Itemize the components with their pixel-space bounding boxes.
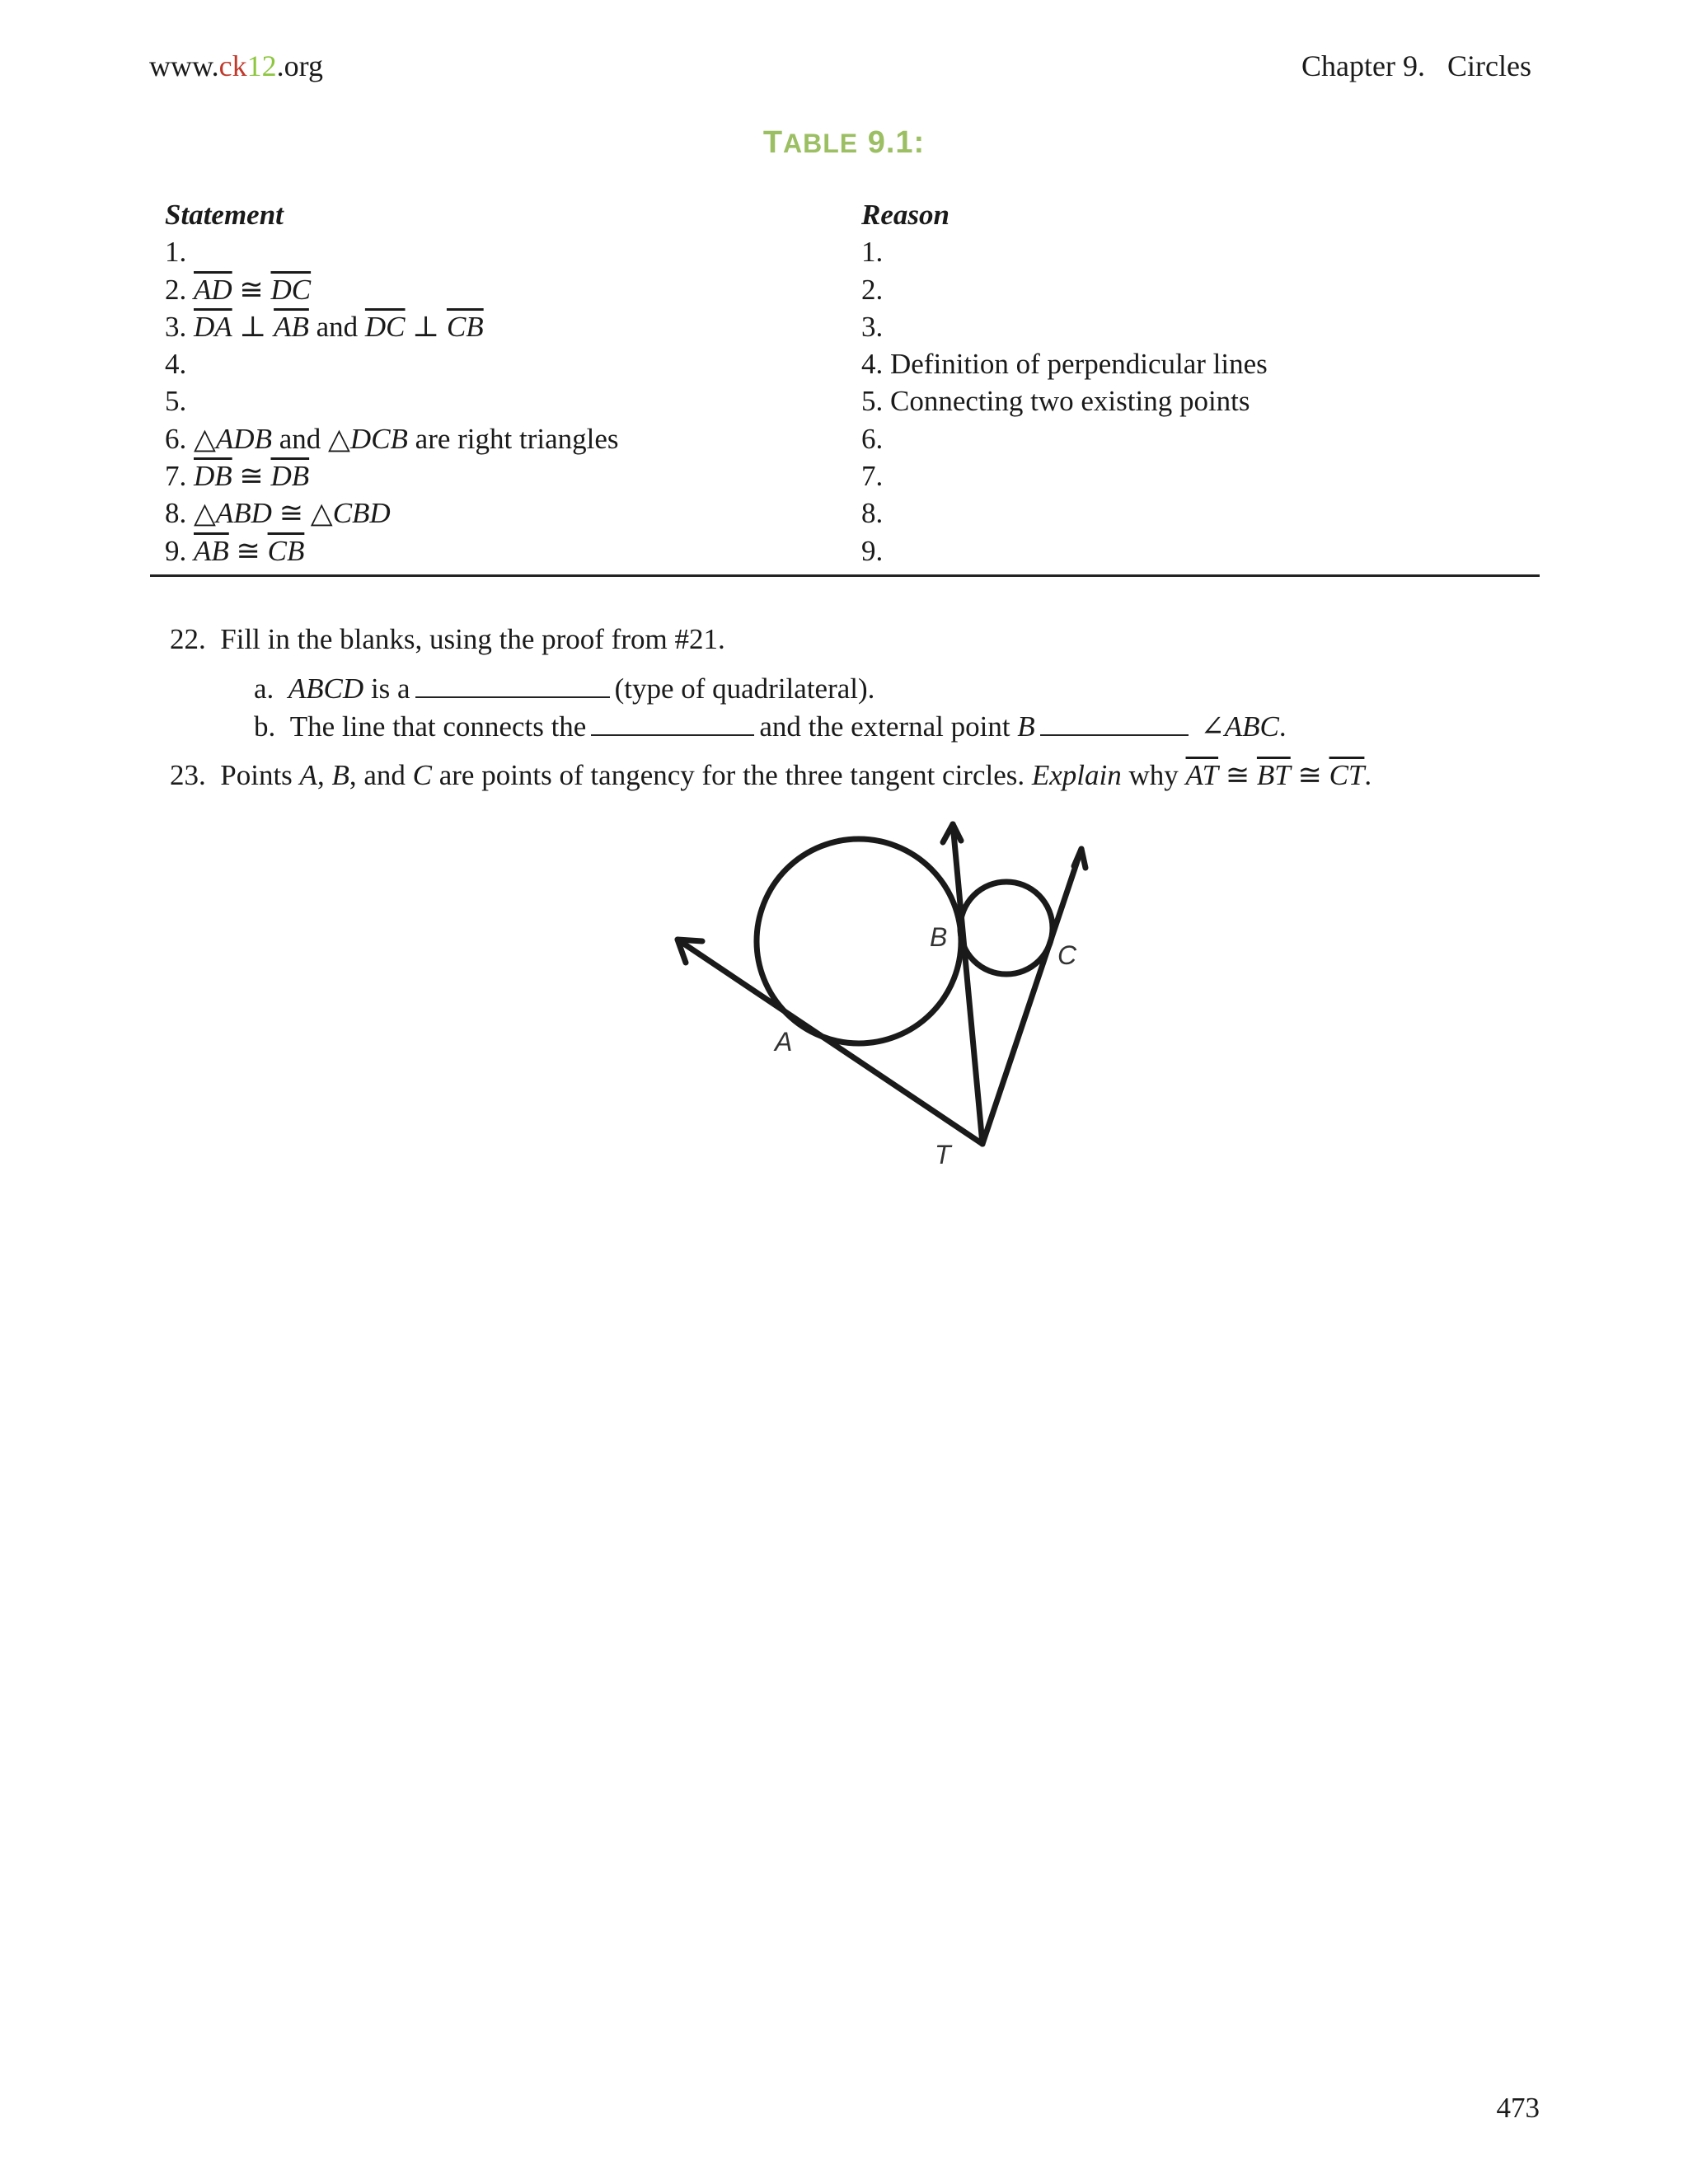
quadrilateral-name: ABCD xyxy=(288,673,364,705)
statement-cell xyxy=(150,308,861,345)
statement-cell xyxy=(150,457,861,494)
congruent-symbol: ≅ xyxy=(1225,759,1250,791)
table-title-t: T xyxy=(762,125,784,160)
proof-table xyxy=(150,196,1540,577)
statement-number: 9. xyxy=(165,534,187,567)
tangent-line-ta xyxy=(678,940,982,1144)
statement-number: 1. xyxy=(165,236,187,269)
table-row xyxy=(150,308,1540,345)
text: The line that connects the xyxy=(289,710,587,743)
tangent-circles-figure xyxy=(659,808,1121,1179)
congruent-symbol: ≅ xyxy=(1297,759,1322,791)
segment: $\overline{DB}$ xyxy=(194,460,232,493)
reason-cell: 8. xyxy=(861,497,884,530)
question-22b xyxy=(254,708,1287,746)
table-title-able: ABLE xyxy=(783,129,859,158)
perpendicular-symbol: ⊥ xyxy=(412,310,440,343)
congruent-symbol: ≅ xyxy=(279,497,304,530)
reason-cell: 2. xyxy=(861,273,884,306)
reason-cell: 6. xyxy=(861,422,884,455)
segment: $\overline{CB}$ xyxy=(267,534,305,567)
table-title-num: 9.1: xyxy=(867,125,926,160)
angle: ∠ABC xyxy=(1200,710,1279,743)
table-header-row xyxy=(150,196,1540,233)
conjunction: and xyxy=(279,422,321,455)
statement-header: Statement xyxy=(165,199,284,231)
statement-cell xyxy=(150,345,861,382)
site-12: 12 xyxy=(246,49,277,82)
answer-blank[interactable] xyxy=(415,672,610,698)
reason-cell: 1. xyxy=(861,236,884,269)
small-circle xyxy=(960,882,1053,974)
part-label: a. xyxy=(254,673,274,705)
chapter-number: Chapter 9. xyxy=(1301,49,1426,82)
statement-cell xyxy=(150,382,861,419)
emphasis: Explain xyxy=(1031,759,1122,791)
statement-text: are right triangles xyxy=(415,422,619,455)
segment: $\overline{AT}$ xyxy=(1185,759,1219,791)
site-url[interactable] xyxy=(149,46,323,86)
statement-number: 2. xyxy=(165,273,187,306)
site-prefix: www. xyxy=(149,49,219,82)
statement-number: 6. xyxy=(165,422,187,455)
point-name: C xyxy=(412,759,432,791)
congruent-symbol: ≅ xyxy=(239,273,264,306)
site-ck: ck xyxy=(218,49,247,82)
page-number: 473 xyxy=(1496,2092,1540,2124)
table-row xyxy=(150,457,1540,494)
answer-blank[interactable] xyxy=(1040,710,1189,736)
segment: $\overline{BT}$ xyxy=(1256,759,1291,791)
table-row xyxy=(150,494,1540,532)
table-row xyxy=(150,420,1540,457)
table-row xyxy=(150,382,1540,419)
arrowhead-c-icon xyxy=(1074,849,1085,868)
triangle: △ABD xyxy=(194,497,272,530)
statement-cell xyxy=(150,233,861,270)
statement-number: 7. xyxy=(165,460,187,493)
question-text: Fill in the blanks, using the proof from #21. xyxy=(220,623,725,655)
label-c: C xyxy=(1057,940,1077,970)
text: why xyxy=(1128,759,1179,791)
label-b: B xyxy=(930,922,948,952)
label-t: T xyxy=(935,1140,951,1169)
triangle: △DCB xyxy=(328,422,408,455)
point-name: A xyxy=(299,759,317,791)
reason-cell: 7. xyxy=(861,460,884,493)
table-row xyxy=(150,345,1540,382)
table-row xyxy=(150,233,1540,270)
statement-cell xyxy=(150,494,861,532)
table-title xyxy=(0,125,1688,161)
question-number: 23. xyxy=(170,759,206,791)
segment: $\overline{DB}$ xyxy=(270,460,310,493)
reason-cell: 9. xyxy=(861,534,884,567)
text: . xyxy=(1364,759,1372,791)
triangle: △CBD xyxy=(310,497,391,530)
chapter-header xyxy=(1301,46,1531,86)
reason-header: Reason xyxy=(861,199,950,231)
segment: $\overline{AD}$ xyxy=(194,273,232,306)
congruent-symbol: ≅ xyxy=(236,534,260,567)
text: is a xyxy=(370,673,410,705)
text: , and xyxy=(349,759,406,791)
statement-cell xyxy=(150,532,861,569)
perpendicular-symbol: ⊥ xyxy=(239,310,267,343)
table-row xyxy=(150,532,1540,569)
question-22 xyxy=(170,621,725,658)
point-name: B xyxy=(1017,710,1035,743)
statement-number: 4. xyxy=(165,348,187,381)
label-a: A xyxy=(775,1027,793,1057)
segment: $\overline{AB}$ xyxy=(194,534,229,567)
statement-number: 8. xyxy=(165,497,187,530)
reason-cell: 3. xyxy=(861,310,884,343)
text: and the external point xyxy=(759,710,1010,743)
reason-cell: 5. Connecting two existing points xyxy=(861,385,1250,418)
statement-cell xyxy=(150,420,861,457)
point-name: B xyxy=(331,759,349,791)
question-22a xyxy=(254,670,874,708)
text: . xyxy=(1278,710,1287,743)
triangle: △ADB xyxy=(194,422,272,455)
congruent-symbol: ≅ xyxy=(239,460,264,493)
answer-blank[interactable] xyxy=(591,710,754,736)
site-suffix: .org xyxy=(276,49,323,82)
segment: $\overline{AB}$ xyxy=(274,310,309,343)
segment: $\overline{CT}$ xyxy=(1329,759,1365,791)
question-number: 22. xyxy=(170,623,206,655)
segment: $\overline{DC}$ xyxy=(364,310,406,343)
statement-cell xyxy=(150,271,861,308)
segment: $\overline{DC}$ xyxy=(270,273,312,306)
question-23 xyxy=(170,757,1372,794)
reason-cell: 4. Definition of perpendicular lines xyxy=(861,348,1268,381)
conjunction: and xyxy=(316,310,359,343)
text: Points xyxy=(220,759,293,791)
statement-number: 3. xyxy=(165,310,187,343)
text: (type of quadrilateral). xyxy=(614,673,875,705)
statement-number: 5. xyxy=(165,385,187,418)
tangent-line-tc xyxy=(982,849,1081,1144)
chapter-title: Circles xyxy=(1447,49,1531,82)
table-row xyxy=(150,271,1540,308)
part-label: b. xyxy=(254,710,276,743)
text: , xyxy=(316,759,325,791)
segment: $\overline{DA}$ xyxy=(194,310,232,343)
tangent-line-tb xyxy=(953,824,982,1144)
text: are points of tangency for the three tangent circles. xyxy=(438,759,1025,791)
segment: $\overline{CB}$ xyxy=(446,310,484,343)
